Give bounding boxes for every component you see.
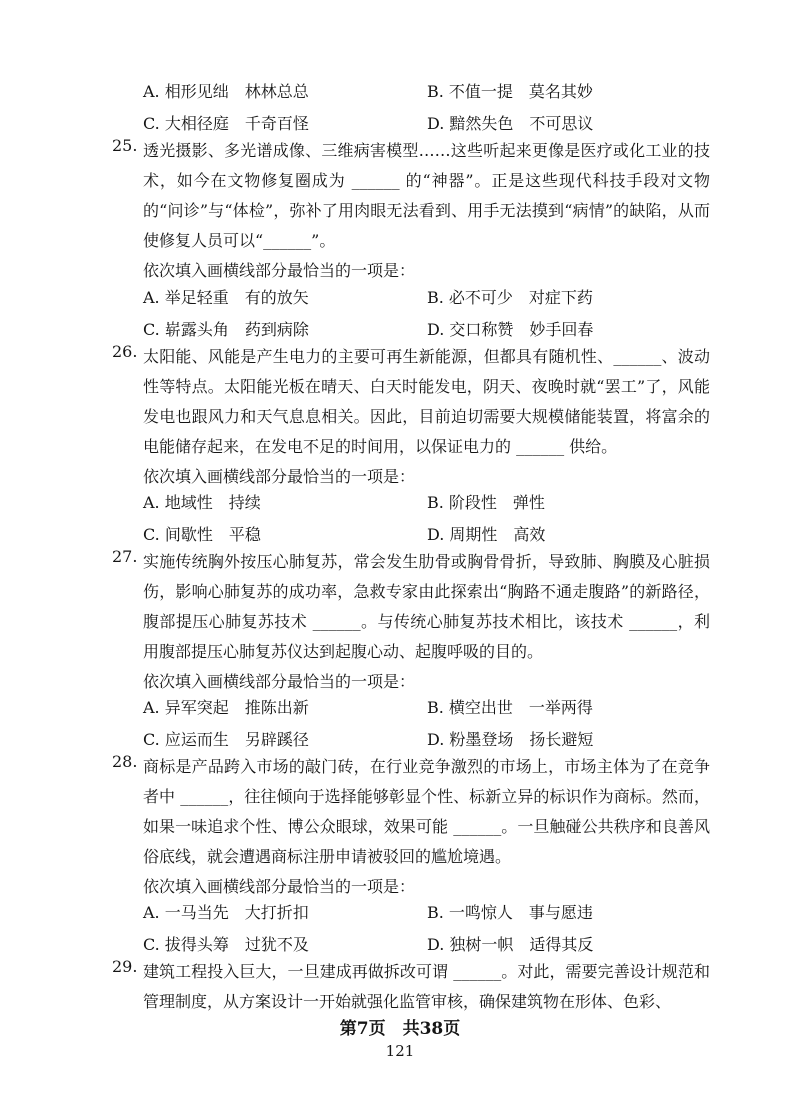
option-b: B. 一鸣惊人 事与愿违 — [427, 903, 593, 922]
question-text: 商标是产品跨入市场的敲门砖，在行业竞争激烈的市场上，市场主体为了在竞争者中 ______，往往倾向于选择能够彰显个性、标新立异的标识作为商标。然而，如果一味追求个性、博公众眼球，效果可能 ______。一旦触碰公共秩序和良善风俗底线，就会遭遇商标注册申请被驳回的尴尬境遇。 — [143, 757, 710, 866]
option-d: D. 周期性 高效 — [427, 525, 546, 544]
q25-options — [143, 283, 743, 347]
question-number: 25. — [112, 136, 138, 155]
question-number: 26. — [112, 342, 138, 361]
option-c: C. 大相径庭 千奇百怪 — [143, 114, 309, 133]
option-d: D. 独树一帜 适得其反 — [427, 935, 594, 954]
question-25 — [112, 136, 712, 286]
option-a: A. 相形见绌 林林总总 — [143, 82, 309, 101]
question-text: 太阳能、风能是产生电力的主要可再生新能源，但都具有随机性、______、波动性等特点。太阳能光板在晴天、白天时能发电，阴天、夜晚时就“罢工”了，风能发电也跟风力和天气息息相关。因此，目前迫切需要大规模储能装置，将富余的电能储存起来，在发电不足的时间用，以保证电力的 ______ 供给。 — [143, 347, 710, 456]
page-number: 121 — [385, 1042, 415, 1060]
question-29 — [112, 957, 712, 1017]
option-row — [143, 693, 743, 725]
question-number: 27. — [112, 547, 138, 566]
option-c: C. 应运而生 另辟蹊径 — [143, 730, 309, 749]
option-c: C. 拔得头筹 过犹不及 — [143, 935, 309, 954]
option-row — [143, 283, 743, 315]
question-instruction: 依次填入画横线部分最恰当的一项是： — [143, 261, 416, 280]
question-number: 28. — [112, 752, 138, 771]
question-instruction: 依次填入画横线部分最恰当的一项是： — [143, 467, 416, 486]
option-a: A. 地域性 持续 — [143, 493, 261, 512]
q24-options — [143, 77, 743, 141]
option-c: C. 崭露头角 药到病除 — [143, 320, 309, 339]
question-text: 透光摄影、多光谱成像、三维病害模型……这些听起来更像是医疗或化工业的技术，如今在文物修复圈成为 ______ 的“神器”。正是这些现代科技手段对文物的“问诊”与“体检”，弥补了用肉眼无法看到、用手无法摸到“病情”的缺陷，从而使修复人员可以“______”。 — [143, 141, 710, 250]
option-row — [143, 488, 743, 520]
q28-options — [143, 898, 743, 962]
option-row — [143, 77, 743, 109]
q27-options — [143, 693, 743, 757]
option-a: A. 异军突起 推陈出新 — [143, 698, 309, 717]
option-a: A. 举足轻重 有的放矢 — [143, 288, 309, 307]
question-28 — [112, 752, 712, 902]
option-row — [143, 898, 743, 930]
question-text: 实施传统胸外按压心肺复苏，常会发生肋骨或胸骨骨折，导致肺、胸膜及心脏损伤，影响心肺复苏的成功率，急救专家由此探索出“胸路不通走腹路”的新路径，腹部提压心肺复苏技术 ______。与传统心肺复苏技术相比，该技术 ______，利用腹部提压心肺复苏仪达到起腹心动、起腹呼吸的目的。 — [143, 552, 710, 661]
option-a: A. 一马当先 大打折扣 — [143, 903, 309, 922]
option-b: B. 横空出世 一举两得 — [427, 698, 593, 717]
question-27 — [112, 547, 712, 697]
option-b: B. 必不可少 对症下药 — [427, 288, 593, 307]
option-d: D. 粉墨登场 扬长避短 — [427, 730, 594, 749]
option-d: D. 黯然失色 不可思议 — [427, 114, 594, 133]
option-c: C. 间歇性 平稳 — [143, 525, 261, 544]
question-number: 29. — [112, 957, 138, 976]
question-text: 建筑工程投入巨大，一旦建成再做拆改可谓 ______。对此，需要完善设计规范和管理制度，从方案设计一开始就强化监管审核，确保建筑物在形体、色彩、 — [143, 962, 710, 1011]
question-instruction: 依次填入画横线部分最恰当的一项是： — [143, 877, 416, 896]
q26-options — [143, 488, 743, 552]
option-d: D. 交口称赞 妙手回春 — [427, 320, 594, 339]
option-b: B. 阶段性 弹性 — [427, 493, 545, 512]
question-26 — [112, 342, 712, 492]
question-instruction: 依次填入画横线部分最恰当的一项是： — [143, 672, 416, 691]
page-indicator: 第7页 共38页 — [339, 1019, 461, 1039]
option-b: B. 不值一提 莫名其妙 — [427, 82, 593, 101]
